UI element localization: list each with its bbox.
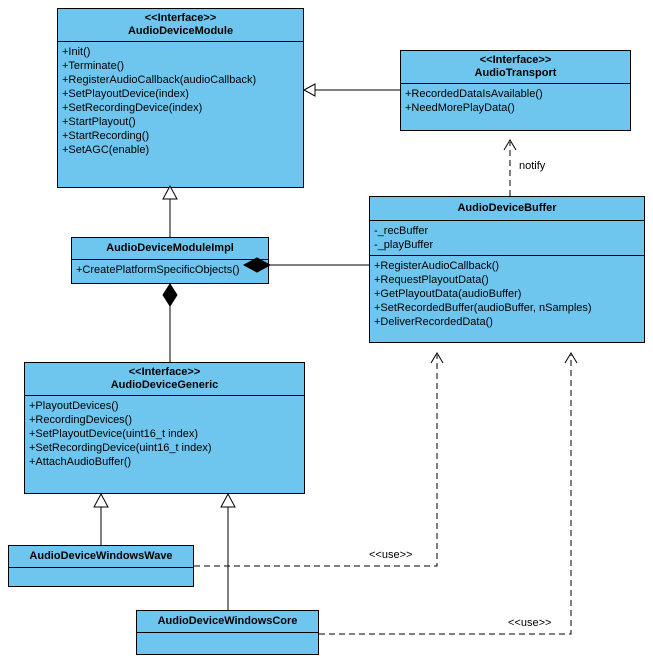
method-row: +RequestPlayoutData() <box>374 274 489 286</box>
methods-compartment <box>58 41 303 160</box>
method-row: +RecordingDevices() <box>29 414 133 426</box>
class-audio-device-windows-wave[interactable] <box>8 545 194 587</box>
empty-compartment <box>9 567 193 589</box>
class-audio-transport[interactable] <box>400 50 631 131</box>
empty-compartment <box>137 632 318 654</box>
method-row: +StartRecording() <box>62 130 150 142</box>
method-row: +StartPlayout() <box>62 116 136 128</box>
class-header-audio-transport <box>401 51 630 83</box>
edge-label-use-core: <<use>> <box>508 617 552 629</box>
class-header-audio-device-module <box>58 9 303 41</box>
method-row: +SetPlayoutDevice(index) <box>62 88 189 100</box>
class-name-label: AudioDeviceModule <box>127 25 234 37</box>
class-audio-device-generic[interactable] <box>24 362 305 494</box>
method-row: +RegisterAudioCallback(audioCallback) <box>62 74 257 86</box>
class-header-audio-device-module-impl <box>72 238 268 259</box>
method-row: +AttachAudioBuffer() <box>29 456 132 468</box>
class-name-label: AudioDeviceWindowsWave <box>29 550 173 562</box>
method-row: +DeliverRecordedData() <box>374 316 493 328</box>
class-name-label: AudioDeviceGeneric <box>110 379 219 391</box>
method-row: +SetRecordingDevice(uint16_t index) <box>29 442 212 454</box>
stereotype-label: <<Interface>> <box>128 366 201 378</box>
class-name-label: AudioDeviceWindowsCore <box>157 615 298 627</box>
method-row: +CreatePlatformSpecificObjects() <box>76 264 240 276</box>
edge-label-use-wave: <<use>> <box>369 549 413 561</box>
attribute-row: -_recBuffer <box>374 225 429 237</box>
methods-compartment <box>72 259 268 280</box>
class-header-audio-device-windows-wave <box>9 546 193 567</box>
attribute-row: -_playBuffer <box>374 239 434 251</box>
method-row: +SetRecordedBuffer(audioBuffer, nSamples) <box>374 302 592 314</box>
class-audio-device-module[interactable] <box>57 8 304 188</box>
method-row: +SetRecordingDevice(index) <box>62 102 203 114</box>
attributes-compartment <box>370 220 644 255</box>
method-row: +SetPlayoutDevice(uint16_t index) <box>29 428 199 440</box>
class-header-audio-device-windows-core <box>137 611 318 632</box>
class-name-label: AudioTransport <box>474 67 557 79</box>
method-row: +RecordedDataIsAvailable() <box>405 88 543 100</box>
edge-label-notify: notify <box>519 160 546 172</box>
class-header-audio-device-generic <box>25 363 304 395</box>
methods-compartment <box>370 255 644 332</box>
method-row: +SetAGC(enable) <box>62 144 150 156</box>
method-row: +GetPlayoutData(audioBuffer) <box>374 288 522 300</box>
method-row: +RegisterAudioCallback() <box>374 260 500 272</box>
class-audio-device-module-impl[interactable] <box>71 237 269 284</box>
method-row: +PlayoutDevices() <box>29 400 119 412</box>
class-audio-device-buffer[interactable] <box>369 196 645 343</box>
class-name-label: AudioDeviceModuleImpl <box>106 242 234 254</box>
stereotype-label: <<Interface>> <box>479 54 552 66</box>
method-row: +Init() <box>62 46 91 58</box>
class-header-audio-device-buffer <box>370 197 644 220</box>
class-audio-device-windows-core[interactable] <box>136 610 319 655</box>
method-row: +Terminate() <box>62 60 125 72</box>
methods-compartment <box>25 395 304 472</box>
methods-compartment <box>401 83 630 118</box>
stereotype-label: <<Interface>> <box>144 12 217 24</box>
method-row: +NeedMorePlayData() <box>405 102 515 114</box>
class-name-label: AudioDeviceBuffer <box>457 202 557 214</box>
